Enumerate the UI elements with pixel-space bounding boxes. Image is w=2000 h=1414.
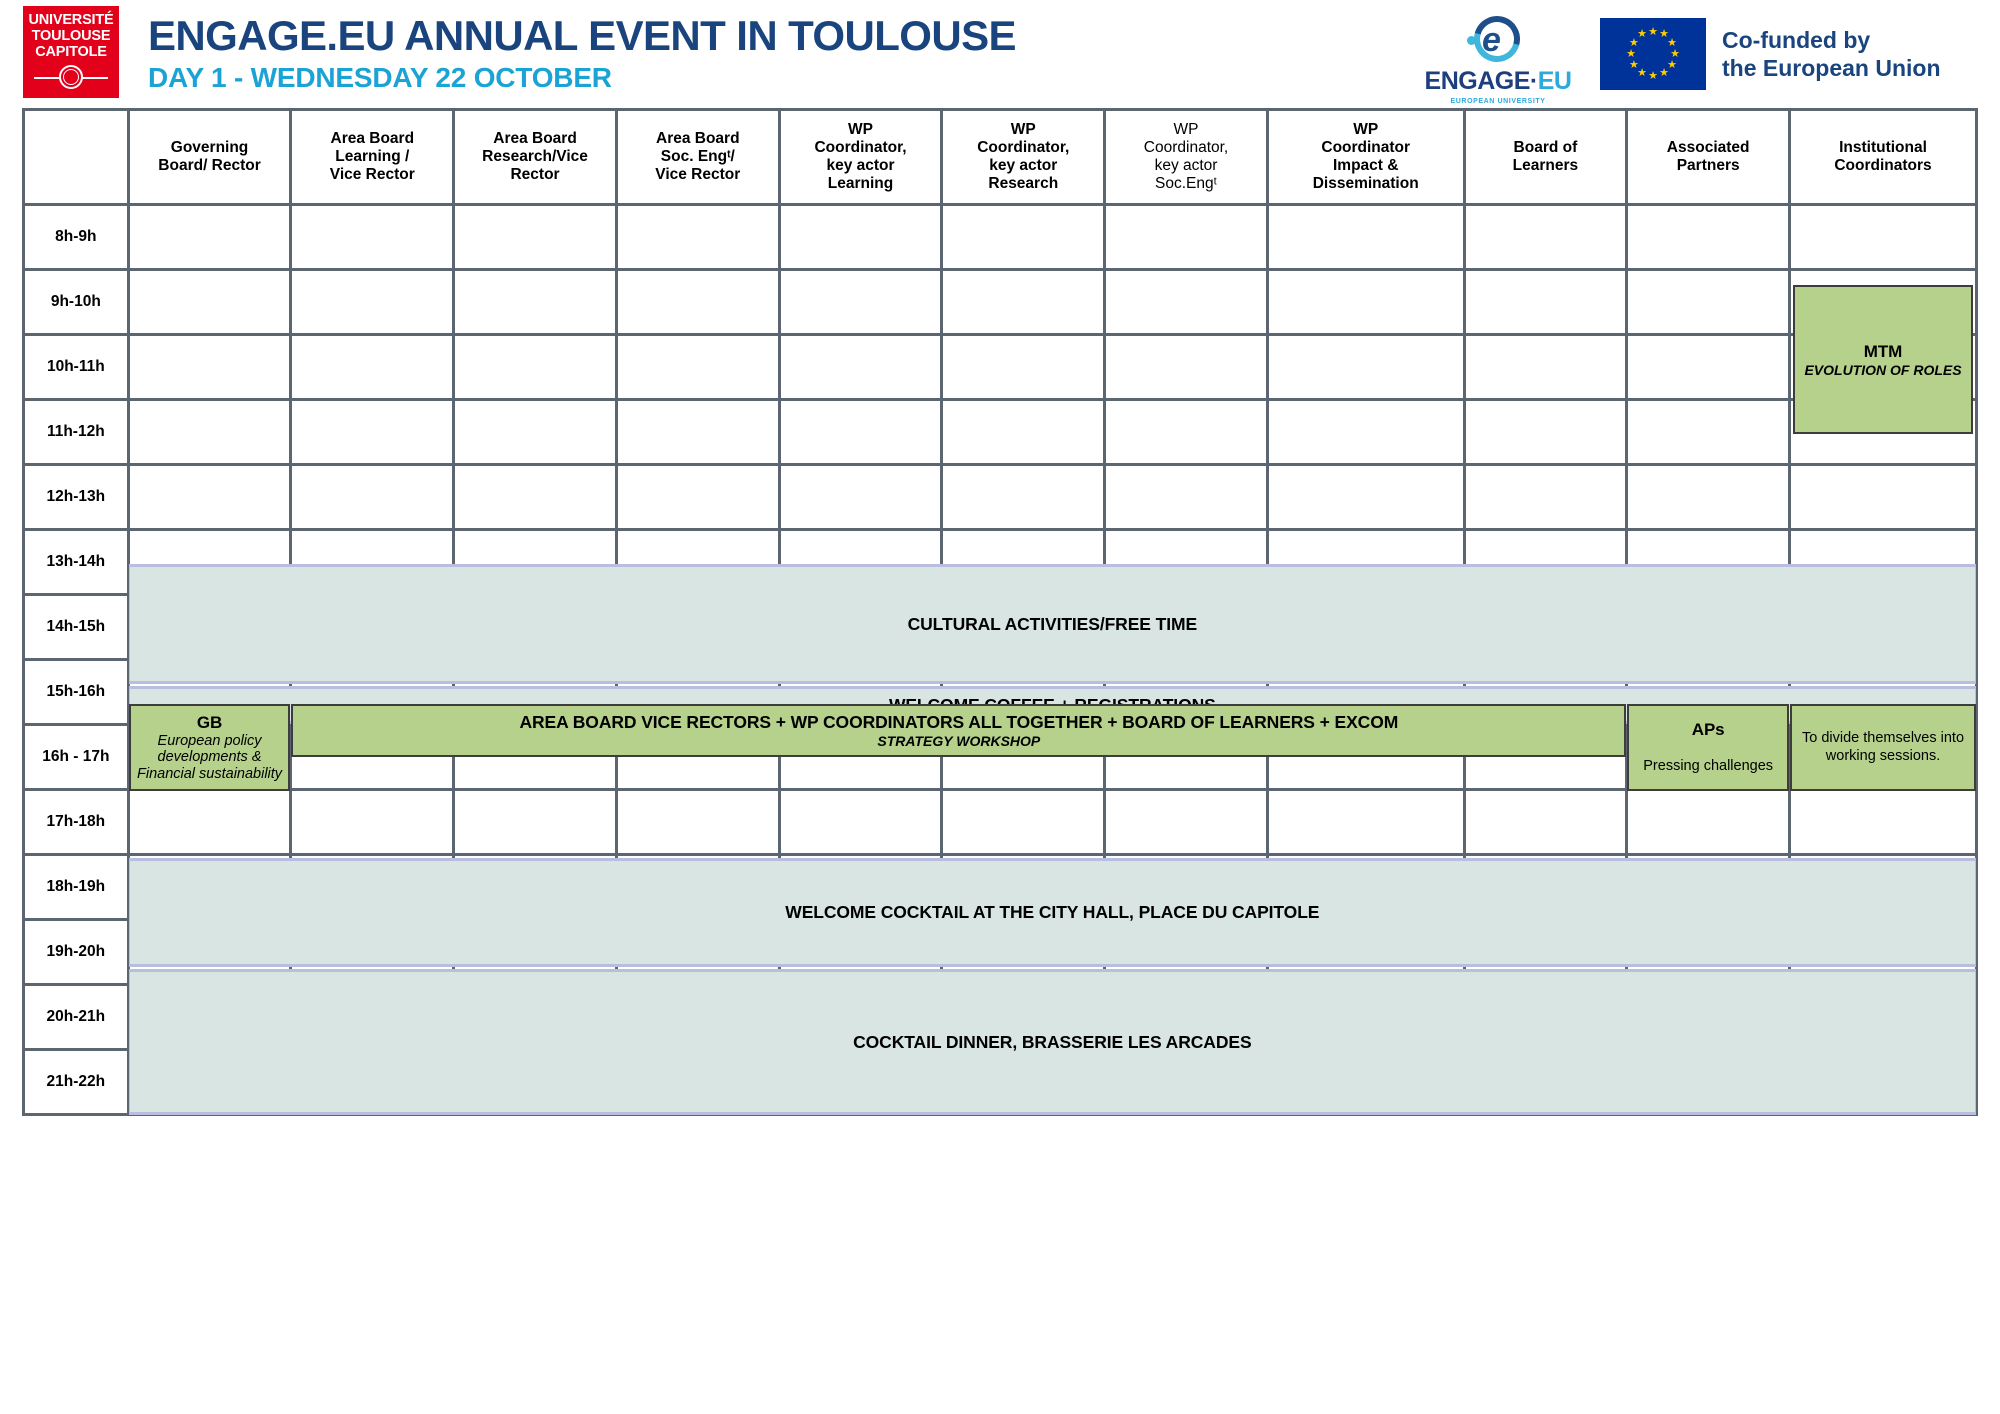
- time-label: 21h-22h: [25, 1051, 127, 1113]
- eu-star-icon: ★: [1629, 58, 1639, 71]
- slot-cell[interactable]: [292, 271, 452, 333]
- slot-cell[interactable]: [292, 336, 452, 398]
- slot-cell[interactable]: [618, 466, 778, 528]
- slot-cell[interactable]: [130, 401, 290, 463]
- logo-line-2: TOULOUSE: [31, 28, 111, 45]
- column-header-wp-coordinator-soc-eng: WP Coordinator, key actor Soc.Engᵗ: [1106, 111, 1266, 203]
- slot-cell[interactable]: [1106, 206, 1266, 268]
- table-head: [25, 111, 1975, 203]
- eu-star-icon: ★: [1648, 25, 1658, 38]
- event-cultural-activities[interactable]: [129, 564, 1976, 684]
- eu-star-icon: ★: [1659, 66, 1669, 79]
- eu-cofunding-line-1: Co-funded by: [1722, 26, 1871, 53]
- slot-cell[interactable]: [455, 466, 615, 528]
- slot-cell[interactable]: [292, 401, 452, 463]
- column-header-area-board-soc-eng: Area Board Soc. Engᵗ/ Vice Rector: [618, 111, 778, 203]
- slot-cell[interactable]: [618, 401, 778, 463]
- event-gb-title: GB: [196, 713, 223, 733]
- slot-cell[interactable]: [1628, 466, 1788, 528]
- slot-cell[interactable]: [292, 791, 452, 853]
- event-gb-subtitle: European policy developments & Financial sustainability: [136, 733, 283, 782]
- time-label: 8h-9h: [25, 206, 127, 268]
- slot-cell[interactable]: [1269, 401, 1463, 463]
- schedule-row: [25, 466, 1975, 528]
- event-institutional-note-text: To divide themselves into working sessions.: [1802, 730, 1965, 764]
- slot-cell[interactable]: [1466, 271, 1626, 333]
- eu-star-icon: ★: [1637, 28, 1647, 41]
- slot-cell[interactable]: [1791, 466, 1975, 528]
- header-row: [25, 111, 1975, 203]
- engage-word-accent: EU: [1537, 67, 1572, 95]
- eu-cofunding-text: [1722, 26, 1941, 82]
- slot-cell[interactable]: [781, 466, 941, 528]
- engage-emblem-icon: e: [1438, 14, 1558, 66]
- european-union-flag-icon: [1600, 18, 1706, 90]
- slot-cell[interactable]: [943, 791, 1103, 853]
- event-welcome-cocktail-label: WELCOME COCKTAIL AT THE CITY HALL, PLACE DU CAPITOLE: [785, 902, 1320, 922]
- engage-eu-logo: [1408, 14, 1588, 105]
- column-header-board-of-learners: Board of Learners: [1466, 111, 1626, 203]
- slot-cell[interactable]: [130, 336, 290, 398]
- column-header-wp-coordinator-learning: WP Coordinator, key actor Learning: [781, 111, 941, 203]
- page-subtitle: DAY 1 - WEDNESDAY 22 OCTOBER: [148, 62, 612, 93]
- event-strategy-title: AREA BOARD VICE RECTORS + WP COORDINATORS ALL TOGETHER + BOARD OF LEARNERS + EXCOM: [519, 712, 1399, 732]
- time-label: 19h-20h: [25, 921, 127, 983]
- slot-cell[interactable]: [455, 791, 615, 853]
- event-welcome-cocktail[interactable]: [129, 858, 1976, 967]
- event-governing-board[interactable]: [129, 704, 291, 791]
- slot-cell[interactable]: [1269, 791, 1463, 853]
- slot-cell[interactable]: [943, 206, 1103, 268]
- schedule-row: [25, 271, 1975, 333]
- engage-word-sep: ·: [1529, 67, 1538, 95]
- eu-star-icon: ★: [1659, 28, 1669, 41]
- slot-cell[interactable]: [618, 271, 778, 333]
- slot-cell[interactable]: [1106, 336, 1266, 398]
- slot-cell[interactable]: [1628, 336, 1788, 398]
- slot-cell[interactable]: [618, 206, 778, 268]
- slot-cell[interactable]: [130, 466, 290, 528]
- slot-cell[interactable]: [1628, 401, 1788, 463]
- slot-cell[interactable]: [781, 401, 941, 463]
- eu-star-icon: ★: [1629, 36, 1639, 49]
- event-mtm-title: MTM: [1863, 341, 1903, 361]
- slot-cell[interactable]: [943, 466, 1103, 528]
- slot-cell[interactable]: [1106, 466, 1266, 528]
- time-label: 13h-14h: [25, 531, 127, 593]
- slot-cell[interactable]: [781, 791, 941, 853]
- slot-cell[interactable]: [455, 271, 615, 333]
- schedule-row: [25, 206, 1975, 268]
- slot-cell[interactable]: [130, 791, 290, 853]
- slot-cell[interactable]: [618, 791, 778, 853]
- time-label: 11h-12h: [25, 401, 127, 463]
- slot-cell[interactable]: [455, 206, 615, 268]
- column-header-wp-coordinator-research: WP Coordinator, key actor Research: [943, 111, 1103, 203]
- slot-cell[interactable]: [292, 466, 452, 528]
- slot-cell[interactable]: [455, 336, 615, 398]
- slot-cell[interactable]: [1106, 401, 1266, 463]
- slot-cell[interactable]: [292, 206, 452, 268]
- slot-cell[interactable]: [781, 206, 941, 268]
- eu-cofunding-line-2: the European Union: [1722, 55, 1941, 81]
- event-aps-title: APs: [1691, 719, 1725, 739]
- slot-cell[interactable]: [781, 336, 941, 398]
- slot-cell[interactable]: [618, 336, 778, 398]
- slot-cell[interactable]: [1106, 791, 1266, 853]
- event-associated-partners[interactable]: [1627, 704, 1789, 791]
- eu-star-icon: ★: [1648, 69, 1658, 82]
- slot-cell[interactable]: [1269, 271, 1463, 333]
- slot-cell[interactable]: [1791, 206, 1975, 268]
- slot-cell[interactable]: [1791, 791, 1975, 853]
- slot-cell[interactable]: [1466, 401, 1626, 463]
- time-label: 20h-21h: [25, 986, 127, 1048]
- event-cultural-label: CULTURAL ACTIVITIES/FREE TIME: [907, 613, 1198, 634]
- engage-tagline: EUROPEAN UNIVERSITY: [1450, 98, 1546, 105]
- university-seal-icon: [34, 65, 108, 91]
- slot-cell[interactable]: [943, 271, 1103, 333]
- schedule-row: [25, 401, 1975, 463]
- time-label: 18h-19h: [25, 856, 127, 918]
- schedule-grid: [22, 108, 1978, 1398]
- event-cocktail-dinner-label: COCKTAIL DINNER, BRASSERIE LES ARCADES: [853, 1031, 1252, 1052]
- event-strategy-workshop[interactable]: [291, 704, 1626, 757]
- time-label: 10h-11h: [25, 336, 127, 398]
- event-mtm[interactable]: [1793, 285, 1973, 434]
- eu-star-icon: ★: [1670, 47, 1680, 60]
- page-header: [0, 0, 2000, 108]
- engage-word-main: ENGAGE: [1424, 67, 1530, 95]
- university-toulouse-capitole-logo: [23, 6, 119, 98]
- slot-cell[interactable]: [1628, 271, 1788, 333]
- time-label: 15h-16h: [25, 661, 127, 723]
- time-label: 12h-13h: [25, 466, 127, 528]
- slot-cell[interactable]: [1106, 271, 1266, 333]
- schedule-row: [25, 791, 1975, 853]
- column-header-associated-partners: Associated Partners: [1628, 111, 1788, 203]
- slot-cell[interactable]: [943, 336, 1103, 398]
- schedule-row: [25, 336, 1975, 398]
- slot-cell[interactable]: [130, 206, 290, 268]
- column-header-area-board-learning: Area Board Learning / Vice Rector: [292, 111, 452, 203]
- slot-cell[interactable]: [1466, 336, 1626, 398]
- time-label: 16h - 17h: [25, 726, 127, 788]
- column-header-governing-board: Governing Board/ Rector: [130, 111, 290, 203]
- event-institutional-note[interactable]: [1790, 704, 1976, 791]
- eu-star-icon: ★: [1637, 66, 1647, 79]
- event-cocktail-dinner[interactable]: [129, 969, 1976, 1115]
- logo-line-1: UNIVERSITÉ: [28, 12, 114, 28]
- slot-cell[interactable]: [1628, 791, 1788, 853]
- column-header-wp-coordinator-impact: WP Coordinator Impact & Dissemination: [1269, 111, 1463, 203]
- eu-star-icon: ★: [1667, 58, 1677, 71]
- slot-cell[interactable]: [1269, 206, 1463, 268]
- eu-cofunding-block: [1600, 18, 1941, 90]
- slot-cell[interactable]: [455, 401, 615, 463]
- time-label: 14h-15h: [25, 596, 127, 658]
- corner-cell: [25, 111, 127, 203]
- slot-cell[interactable]: [943, 401, 1103, 463]
- slot-cell[interactable]: [130, 271, 290, 333]
- slot-cell[interactable]: [1466, 206, 1626, 268]
- event-strategy-subtitle: STRATEGY WORKSHOP: [877, 733, 1041, 749]
- time-label: 9h-10h: [25, 271, 127, 333]
- time-label: 17h-18h: [25, 791, 127, 853]
- engage-wordmark: [1408, 67, 1588, 96]
- slot-cell[interactable]: [1628, 206, 1788, 268]
- slot-cell[interactable]: [1466, 466, 1626, 528]
- column-header-institutional-coordinators: Institutional Coordinators: [1791, 111, 1975, 203]
- event-aps-subtitle: Pressing challenges: [1643, 757, 1774, 774]
- slot-cell[interactable]: [1269, 466, 1463, 528]
- eu-star-icon: ★: [1626, 47, 1636, 60]
- slot-cell[interactable]: [1269, 336, 1463, 398]
- page-title: ENGAGE.EU ANNUAL EVENT IN TOULOUSE: [148, 12, 1016, 59]
- logo-line-3: CAPITOLE: [35, 44, 107, 61]
- eu-star-icon: ★: [1667, 36, 1677, 49]
- slot-cell[interactable]: [781, 271, 941, 333]
- column-header-area-board-research: Area Board Research/Vice Rector: [455, 111, 615, 203]
- slot-cell[interactable]: [1466, 791, 1626, 853]
- event-mtm-subtitle: EVOLUTION OF ROLES: [1804, 361, 1962, 378]
